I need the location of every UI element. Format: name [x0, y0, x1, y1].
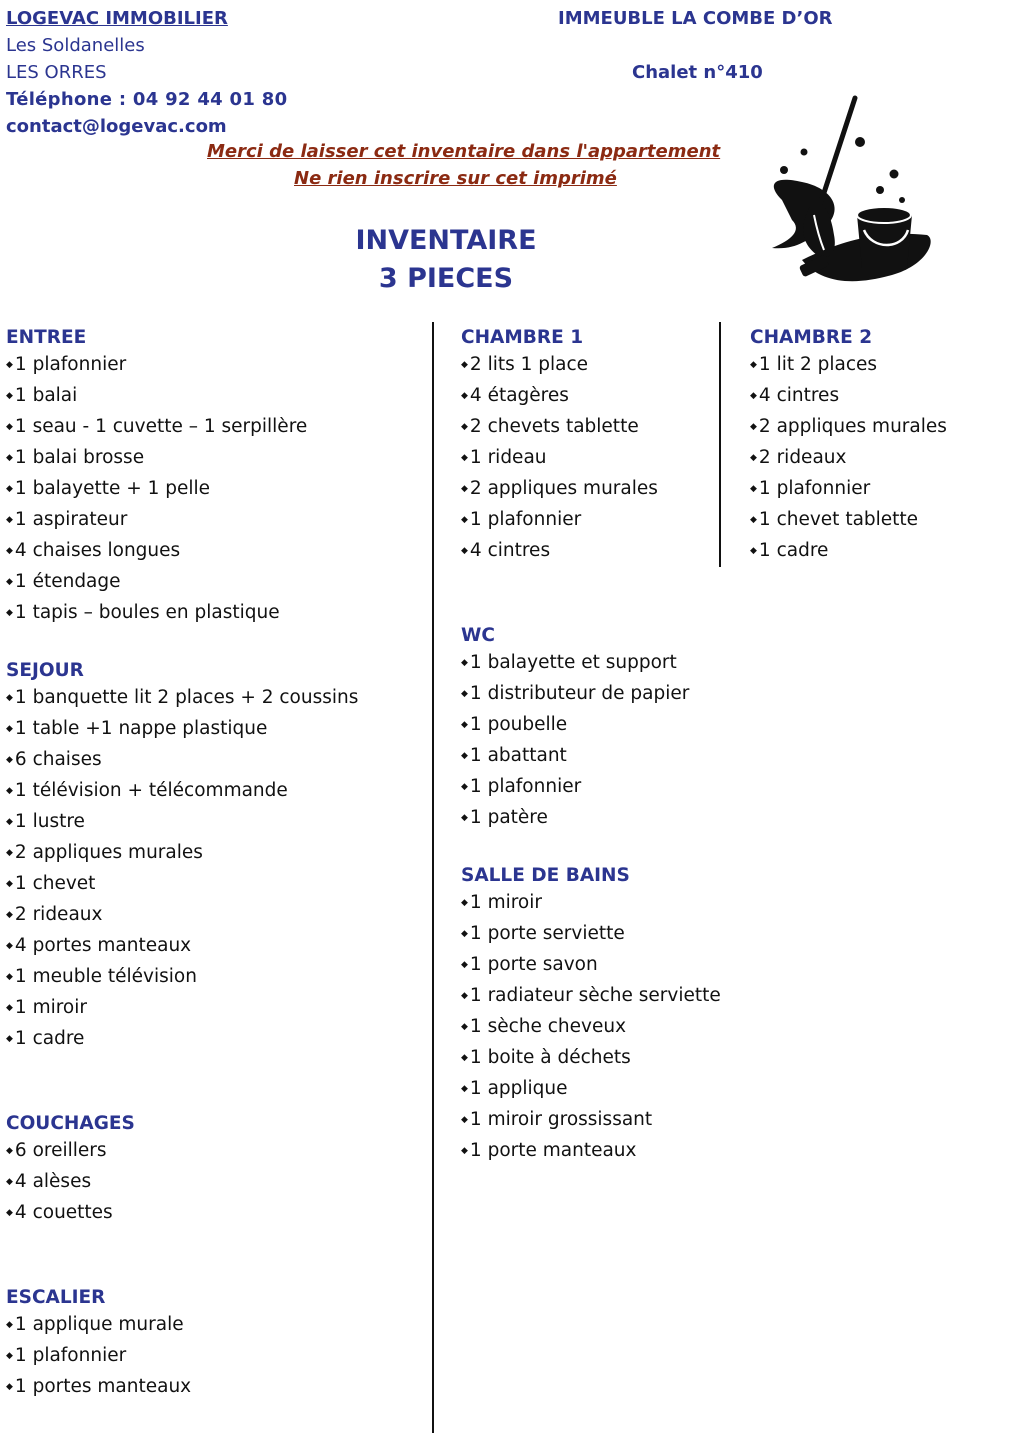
title-line-2: 3 PIECES — [378, 263, 514, 294]
inventory-item: ◆ 1 lustre — [6, 808, 358, 839]
email-address: contact@logevac.com — [6, 116, 227, 137]
inventory-item: ◆ 1 balai — [6, 382, 358, 413]
inventory-item: ◆ 2 appliques murales — [6, 839, 358, 870]
inventory-item: ◆ 1 porte manteaux — [461, 1137, 721, 1168]
inventory-item: ◆ 1 porte serviette — [461, 920, 721, 951]
inventory-item: ◆ 2 rideaux — [6, 901, 358, 932]
inventory-item: ◆ 1 plafonnier — [750, 475, 947, 506]
section-title-sejour: SEJOUR — [6, 660, 84, 681]
item-list-sejour — [6, 684, 358, 1056]
column-middle — [461, 324, 721, 1168]
column-right — [750, 324, 947, 568]
item-list-wc — [461, 649, 721, 835]
inventory-item: ◆ 1 plafonnier — [461, 506, 721, 537]
inventory-item: ◆ 4 couettes — [6, 1199, 358, 1230]
section-title-escalier: ESCALIER — [6, 1287, 106, 1308]
column-left — [6, 324, 358, 1404]
item-list-chambre1 — [461, 351, 721, 568]
inventory-item: ◆ 1 balai brosse — [6, 444, 358, 475]
inventory-item: ◆ 1 tapis – boules en plastique — [6, 599, 358, 630]
section-title-chambre1: CHAMBRE 1 — [461, 327, 584, 348]
notice-line-2: Ne rien inscrire sur cet imprimé — [294, 168, 617, 189]
inventory-item: ◆ 1 aspirateur — [6, 506, 358, 537]
item-list-couchages — [6, 1137, 358, 1230]
inventory-item: ◆ 1 rideau — [461, 444, 721, 475]
item-list-salle-de-bains — [461, 889, 721, 1168]
inventory-item: ◆ 4 portes manteaux — [6, 932, 358, 963]
section-sejour — [6, 657, 358, 1056]
inventory-item: ◆ 4 chaises longues — [6, 537, 358, 568]
inventory-item: ◆ 1 plafonnier — [461, 773, 721, 804]
inventory-item: ◆ 1 miroir — [6, 994, 358, 1025]
notice-line-1: Merci de laisser cet inventaire dans l'appartement — [207, 141, 721, 162]
inventory-item: ◆ 1 radiateur sèche serviette — [461, 982, 721, 1013]
section-title-salle-de-bains: SALLE DE BAINS — [461, 865, 630, 886]
inventory-item: ◆ 2 lits 1 place — [461, 351, 721, 382]
column-divider-left — [432, 322, 434, 1433]
inventory-item: ◆ 1 cadre — [6, 1025, 358, 1056]
item-list-entree — [6, 351, 358, 630]
inventory-item: ◆ 1 porte savon — [461, 951, 721, 982]
item-list-escalier — [6, 1311, 358, 1404]
inventory-item: ◆ 1 lit 2 places — [750, 351, 947, 382]
inventory-item: ◆ 1 poubelle — [461, 711, 721, 742]
inventory-item: ◆ 1 table +1 nappe plastique — [6, 715, 358, 746]
inventory-item: ◆ 1 plafonnier — [6, 351, 358, 382]
inventory-item: ◆ 1 chevet tablette — [750, 506, 947, 537]
section-chambre1 — [461, 324, 721, 568]
inventory-item: ◆ 1 seau - 1 cuvette – 1 serpillère — [6, 413, 358, 444]
inventory-item: ◆ 1 boite à déchets — [461, 1044, 721, 1075]
inventory-item: ◆ 1 abattant — [461, 742, 721, 773]
page-title — [296, 222, 596, 298]
section-salle-de-bains — [461, 862, 721, 1168]
section-chambre2 — [750, 324, 947, 568]
inventory-item: ◆ 1 applique murale — [6, 1311, 358, 1342]
inventory-item: ◆ 1 étendage — [6, 568, 358, 599]
inventory-item: ◆ 1 miroir — [461, 889, 721, 920]
residence-name: Les Soldanelles — [6, 35, 145, 56]
section-title-wc: WC — [461, 625, 495, 646]
inventory-item: ◆ 1 sèche cheveux — [461, 1013, 721, 1044]
inventory-item: ◆ 4 cintres — [461, 537, 721, 568]
phone-number: Téléphone : 04 92 44 01 80 — [6, 89, 288, 110]
agency-name: LOGEVAC IMMOBILIER — [6, 8, 228, 29]
inventory-item: ◆ 1 applique — [461, 1075, 721, 1106]
section-title-entree: ENTREE — [6, 327, 87, 348]
inventory-item: ◆ 1 portes manteaux — [6, 1373, 358, 1404]
unit-number: Chalet n°410 — [632, 62, 763, 83]
building-name: IMMEUBLE LA COMBE D’OR — [558, 8, 833, 29]
inventory-item: ◆ 1 patère — [461, 804, 721, 835]
inventory-item: ◆ 4 cintres — [750, 382, 947, 413]
inventory-item: ◆ 2 rideaux — [750, 444, 947, 475]
inventory-item: ◆ 1 meuble télévision — [6, 963, 358, 994]
inventory-item: ◆ 1 banquette lit 2 places + 2 coussins — [6, 684, 358, 715]
inventory-item: ◆ 1 cadre — [750, 537, 947, 568]
inventory-item: ◆ 2 appliques murales — [461, 475, 721, 506]
town-name: LES ORRES — [6, 62, 107, 83]
inventory-item: ◆ 1 plafonnier — [6, 1342, 358, 1373]
inventory-item: ◆ 1 chevet — [6, 870, 358, 901]
section-entree — [6, 324, 358, 630]
inventory-item: ◆ 1 miroir grossissant — [461, 1106, 721, 1137]
inventory-item: ◆ 1 balayette + 1 pelle — [6, 475, 358, 506]
inventory-item: ◆ 4 alèses — [6, 1168, 358, 1199]
section-title-couchages: COUCHAGES — [6, 1113, 135, 1134]
section-escalier — [6, 1284, 358, 1404]
inventory-item: ◆ 1 télévision + télécommande — [6, 777, 358, 808]
inventory-item: ◆ 4 étagères — [461, 382, 721, 413]
inventory-item: ◆ 6 chaises — [6, 746, 358, 777]
inventory-item: ◆ 1 balayette et support — [461, 649, 721, 680]
inventory-item: ◆ 2 chevets tablette — [461, 413, 721, 444]
title-line-1: INVENTAIRE — [355, 225, 537, 256]
inventory-item: ◆ 6 oreillers — [6, 1137, 358, 1168]
inventory-item: ◆ 2 appliques murales — [750, 413, 947, 444]
inventory-item: ◆ 1 distributeur de papier — [461, 680, 721, 711]
item-list-chambre2 — [750, 351, 947, 568]
section-couchages — [6, 1110, 358, 1230]
section-wc — [461, 622, 721, 835]
cleaning-broom-bucket-icon — [762, 90, 937, 295]
section-title-chambre2: CHAMBRE 2 — [750, 327, 873, 348]
